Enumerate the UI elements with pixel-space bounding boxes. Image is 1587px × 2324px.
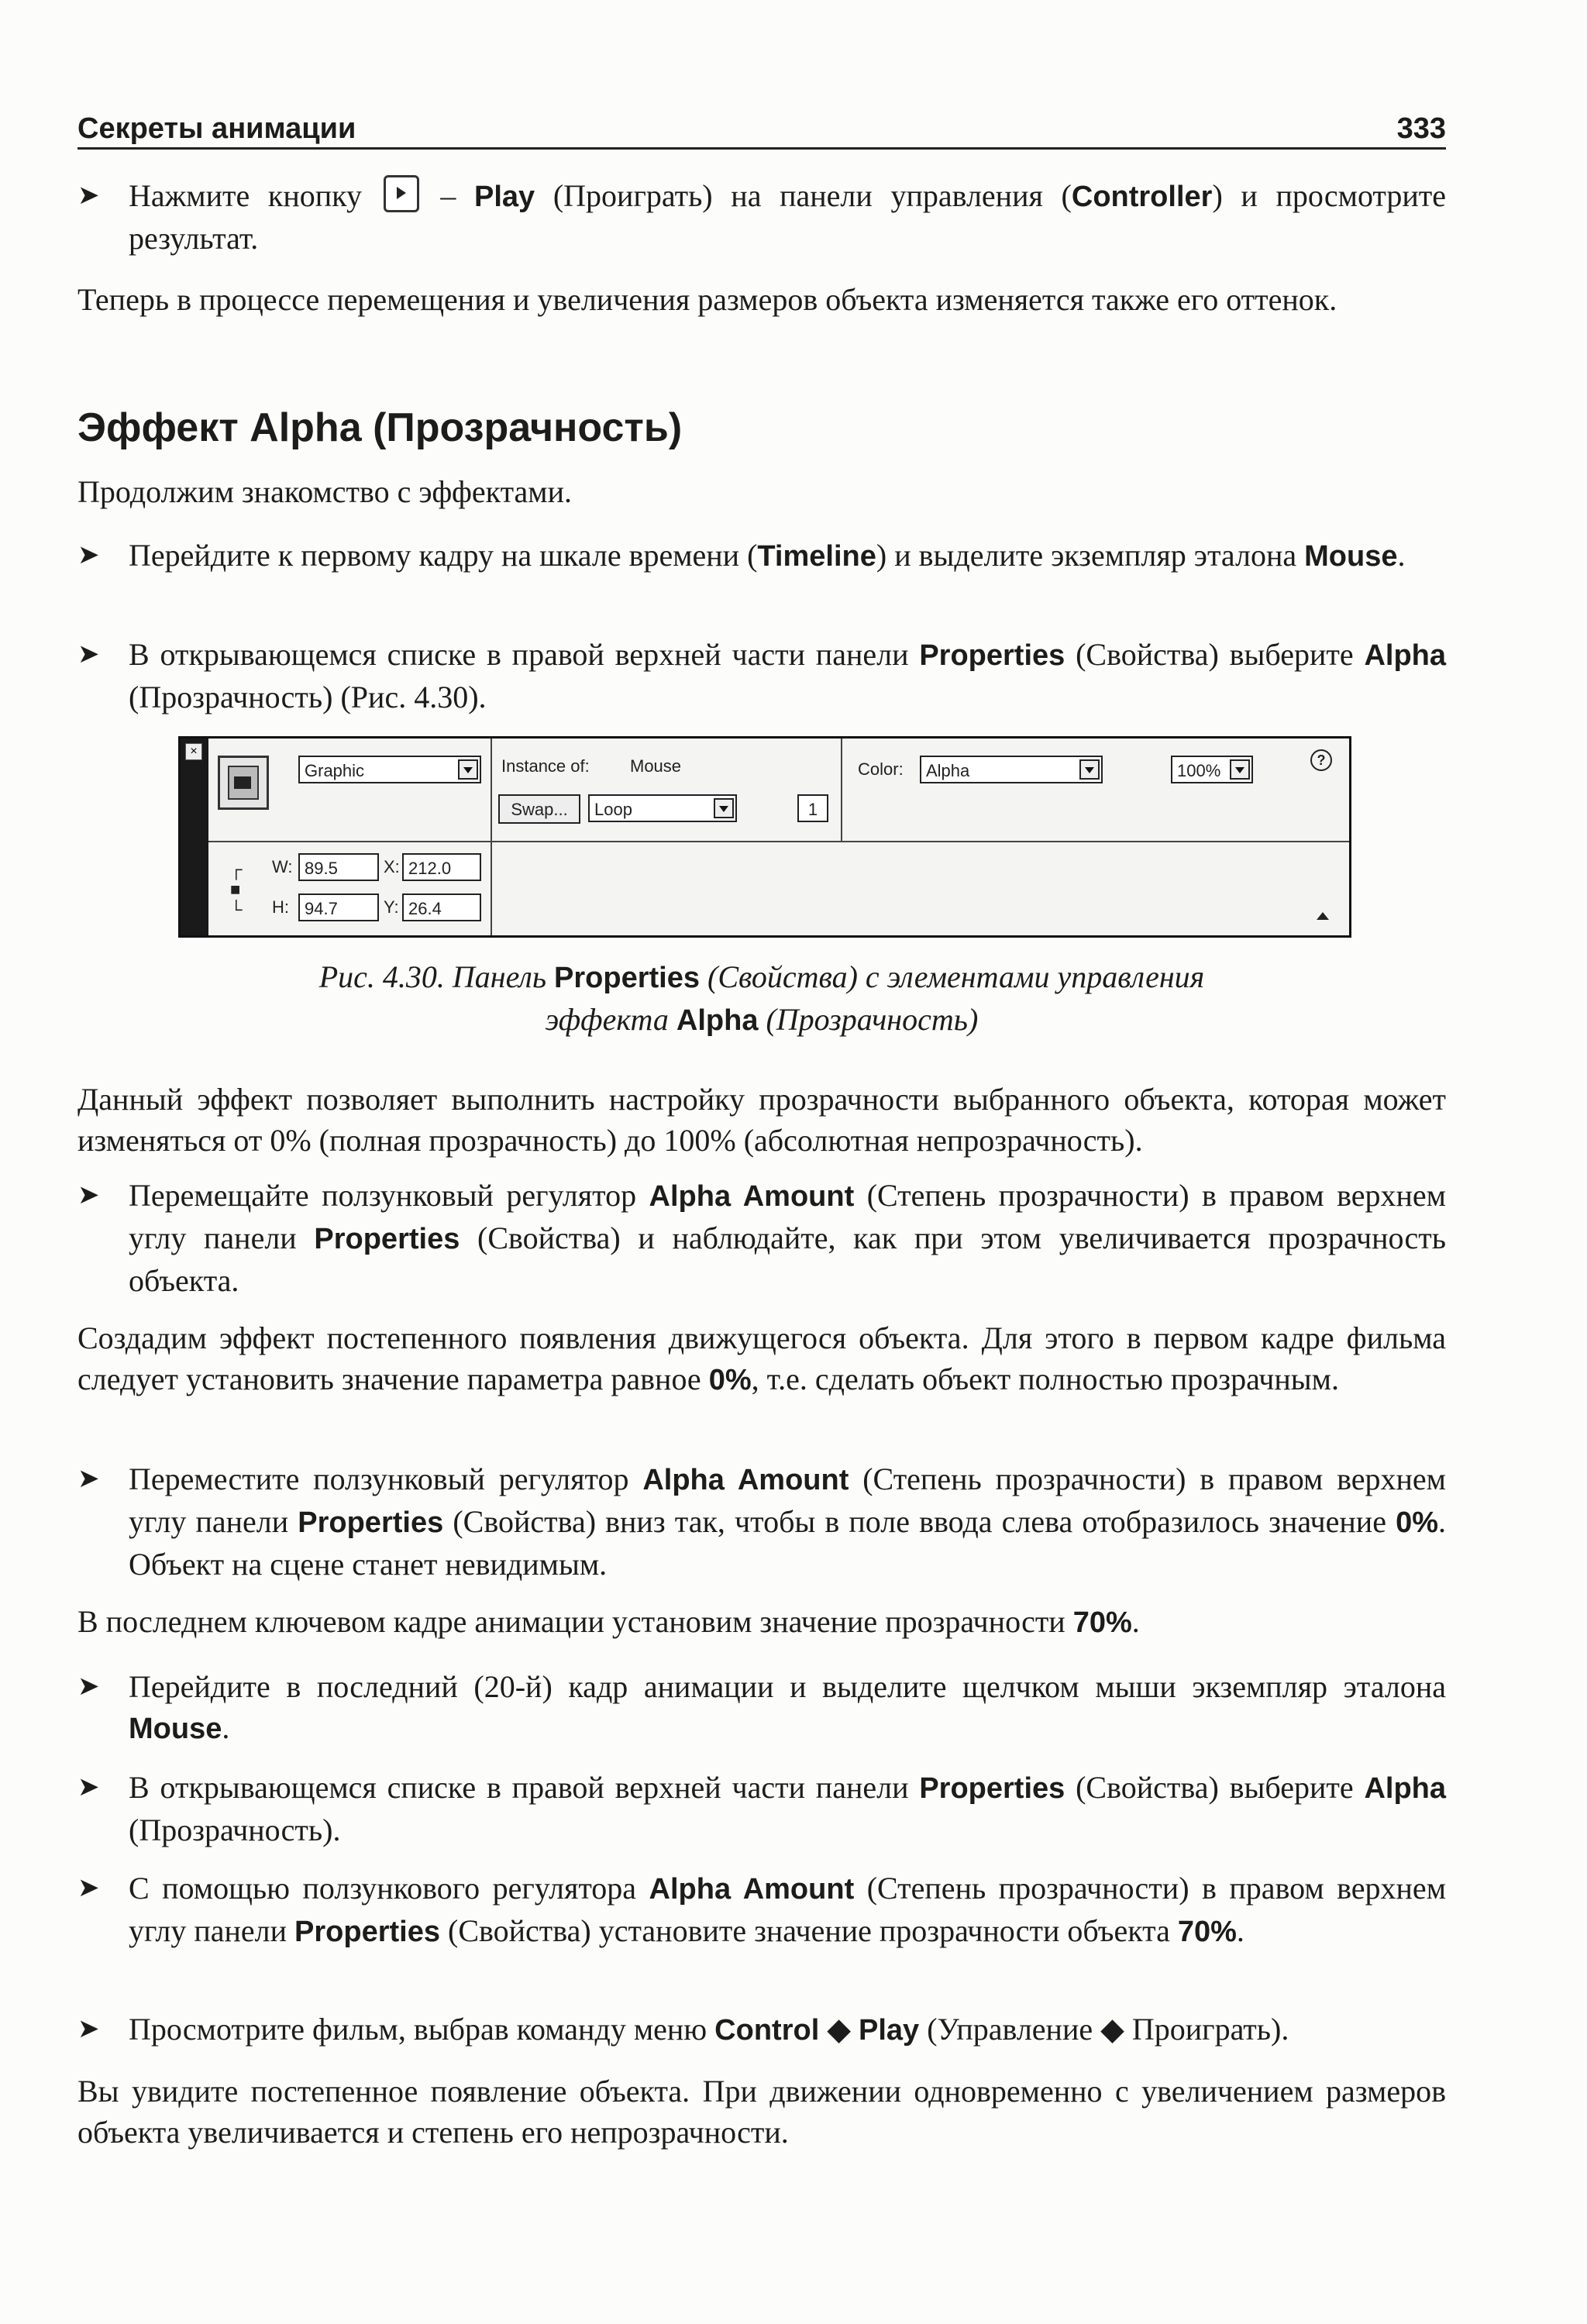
bullet-select-alpha [77, 634, 1446, 718]
instance-of-label: Instance of: [501, 756, 590, 776]
bullet-arrow-icon: ➤ [77, 1179, 100, 1210]
b1-text-pre: Нажмите кнопку [129, 178, 363, 213]
b1-text-mid: (Проиграть) на панели управления ( [535, 178, 1072, 213]
panel-grip[interactable] [181, 739, 208, 935]
b3-text-post: (Прозрачность) (Рис. 4.30). [129, 680, 487, 714]
chevron-down-icon[interactable] [458, 759, 478, 780]
b1-text-post: ) и просмотрите результат. [129, 178, 1447, 256]
bullet-arrow-icon: ➤ [77, 1671, 100, 1702]
section-title: Секреты анимации [77, 112, 356, 145]
alpha-amount-field[interactable] [1171, 756, 1253, 783]
symbol-type-value: Graphic [305, 761, 365, 780]
b6-bold-mouse: Mouse [129, 1713, 222, 1745]
graphic-symbol-icon [218, 756, 269, 810]
figure-caption [77, 956, 1446, 1041]
bullet-set-zero [77, 1458, 1446, 1585]
b7-bold-alpha: Alpha [1364, 1772, 1446, 1805]
paragraph-tint: Теперь в процессе перемещения и увеличения размеров объекта изменяется также его оттенок. [77, 282, 1337, 317]
paragraph-last-keyframe [77, 1601, 1446, 1644]
b9-text-mid: (Управление [919, 2012, 1093, 2047]
color-effect-value: Alpha [926, 761, 970, 780]
b6-text-post: . [222, 1710, 230, 1745]
x-label: X: [384, 857, 400, 876]
x-field[interactable]: 212.0 [402, 853, 481, 881]
bullet-first-frame [77, 535, 1446, 577]
running-head [77, 99, 1446, 150]
b5-text-mid: (Степень прозрачности) в правом верхнем углу панели [129, 1462, 1446, 1539]
bullet-arrow-icon: ➤ [77, 1771, 100, 1802]
lock-proportions-icon[interactable]: ┌ ■ └ [230, 859, 243, 919]
paragraph-alpha-range: Данный эффект позволяет выполнить настройку прозрачности выбранного объекта, которая может изменяться от 0% (полная прозрачность) до 100% (абсолютная непрозрачность). [77, 1082, 1446, 1158]
symbol-type-select[interactable] [298, 756, 481, 783]
bullet-arrow-icon: ➤ [77, 639, 100, 670]
b3-bold-properties: Properties [919, 639, 1065, 672]
b2-text-mid: ) и выделите экземпляр эталона [876, 538, 1305, 573]
panel-close-icon[interactable]: × [185, 743, 202, 760]
bullet-arrow-icon: ➤ [77, 2013, 100, 2044]
b3-text-mid: (Свойства) выберите [1065, 637, 1365, 672]
instance-of-value: Mouse [630, 756, 682, 776]
height-field[interactable]: 94.7 [298, 893, 379, 921]
swap-button[interactable]: Swap... [498, 794, 580, 824]
b5-bold-properties: Properties [298, 1506, 444, 1539]
first-frame-field[interactable]: 1 [797, 794, 828, 822]
b2-text-post: . [1397, 538, 1406, 573]
width-field[interactable]: 89.5 [298, 853, 379, 881]
b4-bold-properties: Properties [314, 1223, 460, 1255]
bullet-move-slider [77, 1175, 1446, 1301]
b5-bold-alpha-amount: Alpha Amount [642, 1464, 849, 1496]
b8-bold-properties: Properties [294, 1916, 440, 1948]
p4-text-pre: Создадим эффект постепенного появления движущегося объекта. Для этого в первом кадре фильма следует установить значение параметра равное [77, 1320, 1446, 1396]
paragraph-fade-in [77, 1317, 1446, 1401]
width-label: W: [272, 857, 293, 876]
height-label: H: [272, 897, 289, 917]
menu-separator-icon: ◆ [1093, 2012, 1132, 2047]
alpha-slider-toggle-icon[interactable] [1230, 759, 1250, 780]
properties-panel-figure [178, 736, 1351, 938]
b8-text-mid: (Степень прозрачности) в правом верхнем углу панели [129, 1871, 1447, 1948]
y-field[interactable]: 26.4 [402, 893, 481, 921]
b5-text-pre: Переместите ползунковый регулятор [129, 1462, 643, 1496]
p5-text-post: . [1131, 1604, 1140, 1639]
bullet-arrow-icon: ➤ [77, 1872, 100, 1903]
alpha-amount-value: 100% [1177, 761, 1221, 780]
bullet-select-alpha-again [77, 1767, 1446, 1851]
section-heading-alpha: Эффект Alpha (Прозрачность) [77, 405, 683, 450]
y-label: Y: [384, 897, 399, 917]
b8-bold-seventy: 70% [1177, 1916, 1237, 1948]
bullet-play-controller [77, 175, 1446, 259]
p4-text-post: , т.е. сделать объект полностью прозрачным. [751, 1362, 1339, 1396]
b2-bold-timeline: Timeline [757, 540, 876, 573]
b7-text-post: (Прозрачность). [129, 1813, 341, 1847]
b4-text-pre: Перемещайте ползунковый регулятор [129, 1178, 649, 1213]
b8-bold-alpha-amount: Alpha Amount [649, 1873, 855, 1906]
caption-line1-pre: Рис. 4.30. Панель [318, 959, 555, 994]
b8-text-post: . [1236, 1913, 1244, 1948]
b9-text-pre: Просмотрите фильм, выбрав команду меню [129, 2012, 715, 2047]
b4-text-mid: (Степень прозрачности) в правом верхнем углу панели [129, 1178, 1446, 1255]
loop-value: Loop [594, 800, 632, 819]
panel-divider-vertical [841, 739, 842, 841]
caption-line2-pre: эффекта [545, 1002, 676, 1037]
b2-text-pre: Перейдите к первому кадру на шкале времени ( [129, 538, 758, 573]
p5-text-pre: В последнем ключевом кадре анимации установим значение прозрачности [77, 1604, 1073, 1639]
bullet-arrow-icon: ➤ [77, 1463, 100, 1494]
b5-bold-zero: 0% [1396, 1506, 1438, 1539]
bullet-arrow-icon: ➤ [77, 180, 100, 211]
paragraph-result: Вы увидите постепенное появление объекта. При движении одновременно с увеличением размеров объекта увеличивается и степень его непрозрачности. [77, 2074, 1446, 2150]
loop-select[interactable] [588, 794, 737, 822]
b4-text-post: (Свойства) и наблюдайте, как при этом увеличивается прозрачность объекта. [129, 1221, 1447, 1298]
b1-bold-controller: Controller [1071, 181, 1213, 213]
chevron-down-icon[interactable] [1079, 759, 1100, 780]
b9-text-post: Проиграть). [1131, 2012, 1289, 2047]
color-effect-select[interactable] [920, 756, 1103, 783]
menu-separator-icon: ◆ [819, 2012, 859, 2047]
b5-text-mid2: (Свойства) вниз так, чтобы в поле ввода слева отобразилось значение [443, 1504, 1396, 1539]
b1-sep: – [422, 178, 475, 213]
bullet-last-frame [77, 1666, 1446, 1750]
panel-divider-horizontal [208, 841, 1349, 842]
color-label: Color: [858, 759, 904, 779]
caption-line2-post: (Прозрачность) [758, 1002, 979, 1037]
b5-text-post: . Объект на сцене станет невидимым. [129, 1504, 1446, 1582]
paragraph-continue: Продолжим знакомство с эффектами. [77, 474, 573, 509]
b9-bold-control: Control [714, 2014, 820, 2047]
p4-bold-zero: 0% [708, 1364, 752, 1396]
chevron-down-icon[interactable] [714, 798, 734, 818]
b7-text-pre: В открывающемся списке в правой верхней части панели [129, 1770, 920, 1805]
b4-bold-alpha-amount: Alpha Amount [649, 1180, 855, 1213]
caption-bold-properties: Properties [554, 962, 701, 994]
panel-divider-vertical [491, 739, 492, 935]
play-button-icon [384, 175, 419, 212]
page-number: 333 [1396, 112, 1446, 145]
b8-text-pre: С помощью ползункового регулятора [129, 1871, 649, 1906]
p5-bold-seventy: 70% [1072, 1606, 1132, 1639]
b7-bold-properties: Properties [919, 1772, 1065, 1805]
caption-line1-post: (Свойства) с элементами управления [700, 959, 1205, 994]
b1-bold-play: Play [474, 181, 535, 213]
bullet-play-movie [77, 2009, 1446, 2051]
b8-text-mid2: (Свойства) установите значение прозрачности объекта [440, 1913, 1178, 1948]
bullet-arrow-icon: ➤ [77, 539, 100, 570]
help-icon[interactable]: ? [1310, 749, 1332, 771]
b7-text-mid: (Свойства) выберите [1065, 1770, 1365, 1805]
b2-bold-mouse: Mouse [1304, 540, 1398, 573]
b9-bold-play: Play [859, 2014, 920, 2047]
b6-text-pre: Перейдите в последний (20-й) кадр анимации и выделите щелчком мыши экземпляр эталона [129, 1669, 1446, 1704]
bullet-set-seventy [77, 1868, 1446, 1953]
b3-text-pre: В открывающемся списке в правой верхней части панели [129, 637, 920, 672]
caption-bold-alpha: Alpha [676, 1004, 759, 1037]
collapse-panel-icon[interactable] [1317, 912, 1329, 920]
b3-bold-alpha: Alpha [1364, 639, 1446, 672]
